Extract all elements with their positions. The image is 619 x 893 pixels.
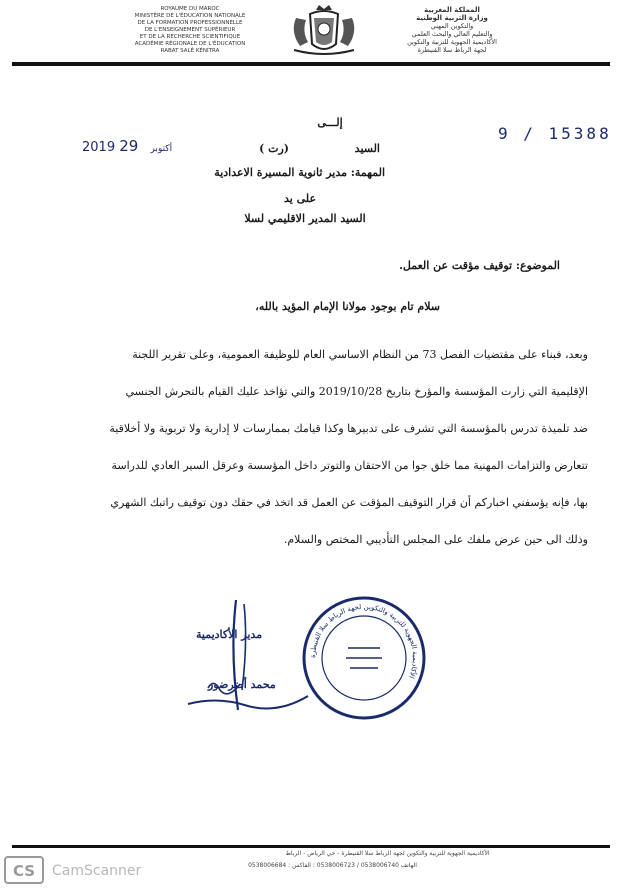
camscanner-logo-text: CS bbox=[12, 862, 36, 880]
letter-date bbox=[82, 137, 178, 155]
addressee-to: إلـــى bbox=[317, 116, 343, 129]
header-left-line: ACADÉMIE RÉGIONALE DE L'ÉDUCATION bbox=[134, 41, 246, 47]
header-right-line: وزارة التربية الوطنية bbox=[416, 14, 488, 22]
header-left-line: RABAT SALÉ KÉNITRA bbox=[160, 48, 220, 54]
header-left-line: MINISTÈRE DE L'ÉDUCATION NATIONALE bbox=[134, 13, 246, 19]
header-right-line: والتعليم العالي والبحث العلمي bbox=[411, 30, 493, 38]
addressee-via: على يد bbox=[283, 192, 317, 205]
addressee-recipient bbox=[230, 142, 380, 155]
footer-address: الأكاديمية الجهوية للتربية والتكوين لجهة الرباط سلا القنيطرة - حي الرياض - الرباط bbox=[285, 850, 490, 857]
header-divider bbox=[12, 62, 610, 66]
addressee-via-person: السيد المدير الاقليمي لسلا bbox=[244, 212, 366, 225]
date-day: 29 bbox=[119, 137, 139, 155]
body-line: وبعد، فبناء على مقتضيات الفصل 73 من النظام الاساسي العام للوظيفة العمومية، وعلى تقرير اللجنة bbox=[132, 348, 588, 361]
body-line: بها، فإنه يؤسفني اخباركم أن قرار التوقيف المؤقت عن العمل قد اتخذ في حقك دون توقيف راتبك الشهري bbox=[110, 496, 588, 509]
letter-body bbox=[38, 336, 588, 558]
date-year: 2019 bbox=[82, 140, 116, 155]
letter-greeting: سلام تام بوجود مولانا الإمام المؤيد بالله، bbox=[255, 300, 440, 313]
header-left-line: DE LA FORMATION PROFESSIONNELLE bbox=[137, 20, 243, 26]
date-month: أكتوبر bbox=[150, 144, 173, 154]
footer-divider bbox=[12, 845, 610, 848]
signatory-name: محمد أضرضور bbox=[208, 678, 276, 691]
header-right-line: والتكوين المهني bbox=[430, 22, 474, 30]
signatory-title: مدير الأكاديمية bbox=[196, 628, 263, 641]
recipient-label: السيد bbox=[354, 142, 380, 155]
header-right-line: المملكة المغربية bbox=[424, 6, 480, 14]
letter-subject: الموضوع: توقيف مؤقت عن العمل. bbox=[399, 259, 560, 272]
body-line: الإقليمية التي زارت المؤسسة والمؤرخ بتاريخ 2019/10/28 والتي تؤاخذ عليك القيام بالتحرش الجنسي bbox=[125, 385, 588, 398]
addressee-role: المهمة: مدير ثانوية المسيرة الاعدادية bbox=[214, 166, 385, 179]
reference-number: 9 / 15388 bbox=[498, 124, 612, 143]
royal-emblem-icon bbox=[286, 4, 362, 56]
body-line: ضد تلميذة تدرس بالمؤسسة التي تشرف على تدبيرها وكذا قيامك بممارسات لا إدارية ولا تربوية ولا أخلاقية bbox=[109, 422, 588, 435]
recipient-suffix: (رت ) bbox=[259, 142, 289, 155]
header-left-block bbox=[95, 6, 285, 55]
header-right-line: الأكاديمية الجهوية للتربية والتكوين bbox=[407, 38, 497, 46]
official-stamp-icon bbox=[300, 594, 428, 722]
stamp-text: الأكاديمية الجهوية للتربية والتكوين لجهة الرباط سلا القنيطرة bbox=[308, 602, 420, 680]
footer-phone: 0538006684 : الهاتف 0538006740 / 0538006723 : الفاكس bbox=[248, 862, 417, 869]
header-right-block bbox=[372, 6, 532, 54]
handwritten-signature-icon bbox=[178, 592, 318, 722]
header-right-line: لجهة الرباط سلا القنيطرة bbox=[417, 46, 487, 54]
camscanner-logo-icon bbox=[4, 856, 44, 884]
header-left-line: ET DE LA RECHERCHE SCIENTIFIQUE bbox=[139, 34, 241, 40]
header-left-line: DE L'ENSEIGNEMENT SUPÉRIEUR bbox=[144, 27, 236, 33]
body-line: تتعارض والتزامات المهنية مما خلق جوا من الاحتقان والتوتر داخل المؤسسة وعرقل السير العادي للدراسة bbox=[111, 459, 588, 472]
camscanner-watermark: CamScanner bbox=[52, 863, 142, 879]
header-left-line: ROYAUME DU MAROC bbox=[160, 6, 220, 12]
body-line: وذلك الى حين عرض ملفك على المجلس التأديبي المختص والسلام. bbox=[283, 533, 588, 546]
